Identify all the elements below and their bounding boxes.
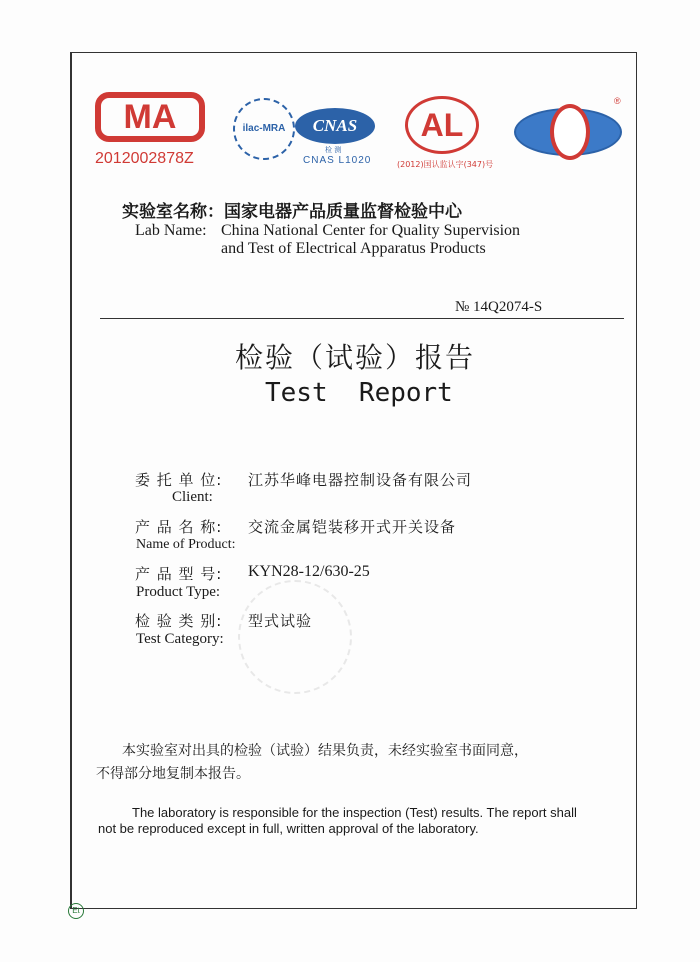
cma-logo — [95, 92, 205, 142]
title-zh: 检验（试验）报告 — [235, 341, 476, 374]
cal-number: (2012)国认监认字(347)号 — [397, 160, 494, 169]
lab-label-zh: 实验室名称： — [122, 202, 224, 222]
field-label-en: Name of Product: — [136, 537, 236, 552]
cal-logo — [405, 96, 479, 154]
notice-en-line2: not be reproduced except in full, written approval of the laboratory. — [98, 821, 479, 836]
field-value: 江苏华峰电器控制设备有限公司 — [248, 471, 473, 489]
field-value: 型式试验 — [248, 612, 313, 630]
cal-logo-text: AL — [420, 107, 464, 143]
field-value: 交流金属铠装移开式开关设备 — [248, 518, 457, 536]
lab-value-zh: 国家电器产品质量监督检验中心 — [224, 202, 462, 222]
field-label-en: Client: — [172, 489, 213, 505]
ilac-logo-text: ilac-MRA — [242, 123, 286, 134]
footer-mark-icon: Et — [68, 903, 84, 919]
faded-stamp — [238, 580, 352, 694]
notice-en-line1: The laboratory is responsible for the inspection (Test) results. The report shall — [132, 805, 577, 820]
cma-number: 2012002878Z — [95, 150, 194, 167]
lab-name-en-line1: China National Center for Quality Supervision — [221, 222, 521, 239]
cnas-number: CNAS L1020 — [303, 155, 372, 166]
lab-name-en-line2: and Test of Electrical Apparatus Products — [221, 240, 486, 257]
globe-logo-emblem — [550, 104, 590, 160]
notice-zh-line1: 本实验室对出具的检验（试验）结果负责，未经实验室书面同意， — [122, 743, 528, 759]
lab-label-en: Lab Name: — [135, 222, 207, 239]
field-label-zh: 检 验 类 别: — [135, 612, 223, 630]
field-label-en: Product Type: — [136, 584, 221, 600]
cma-logo-text: MA — [123, 98, 177, 136]
field-label-zh: 产 品 型 号: — [135, 565, 223, 583]
field-label-en: Test Category: — [136, 631, 224, 647]
lab-name-zh — [122, 197, 462, 222]
field-label-zh: 产 品 名 称: — [135, 518, 223, 536]
report-number: № 14Q2074-S — [455, 299, 543, 315]
title-en: Test Report — [265, 378, 453, 408]
ilac-mra-logo — [233, 98, 295, 160]
registered-mark: ® — [614, 96, 621, 106]
globe-logo — [514, 108, 622, 156]
divider — [100, 318, 624, 319]
notice-zh-line2: 不得部分地复制本报告。 — [96, 766, 250, 782]
field-value: KYN28-12/630-25 — [248, 563, 370, 580]
cnas-logo — [295, 108, 375, 144]
field-label-zh: 委 托 单 位: — [135, 471, 223, 489]
cnas-logo-text: CNAS — [312, 116, 358, 135]
cnas-sub: 检 测 — [325, 146, 342, 154]
